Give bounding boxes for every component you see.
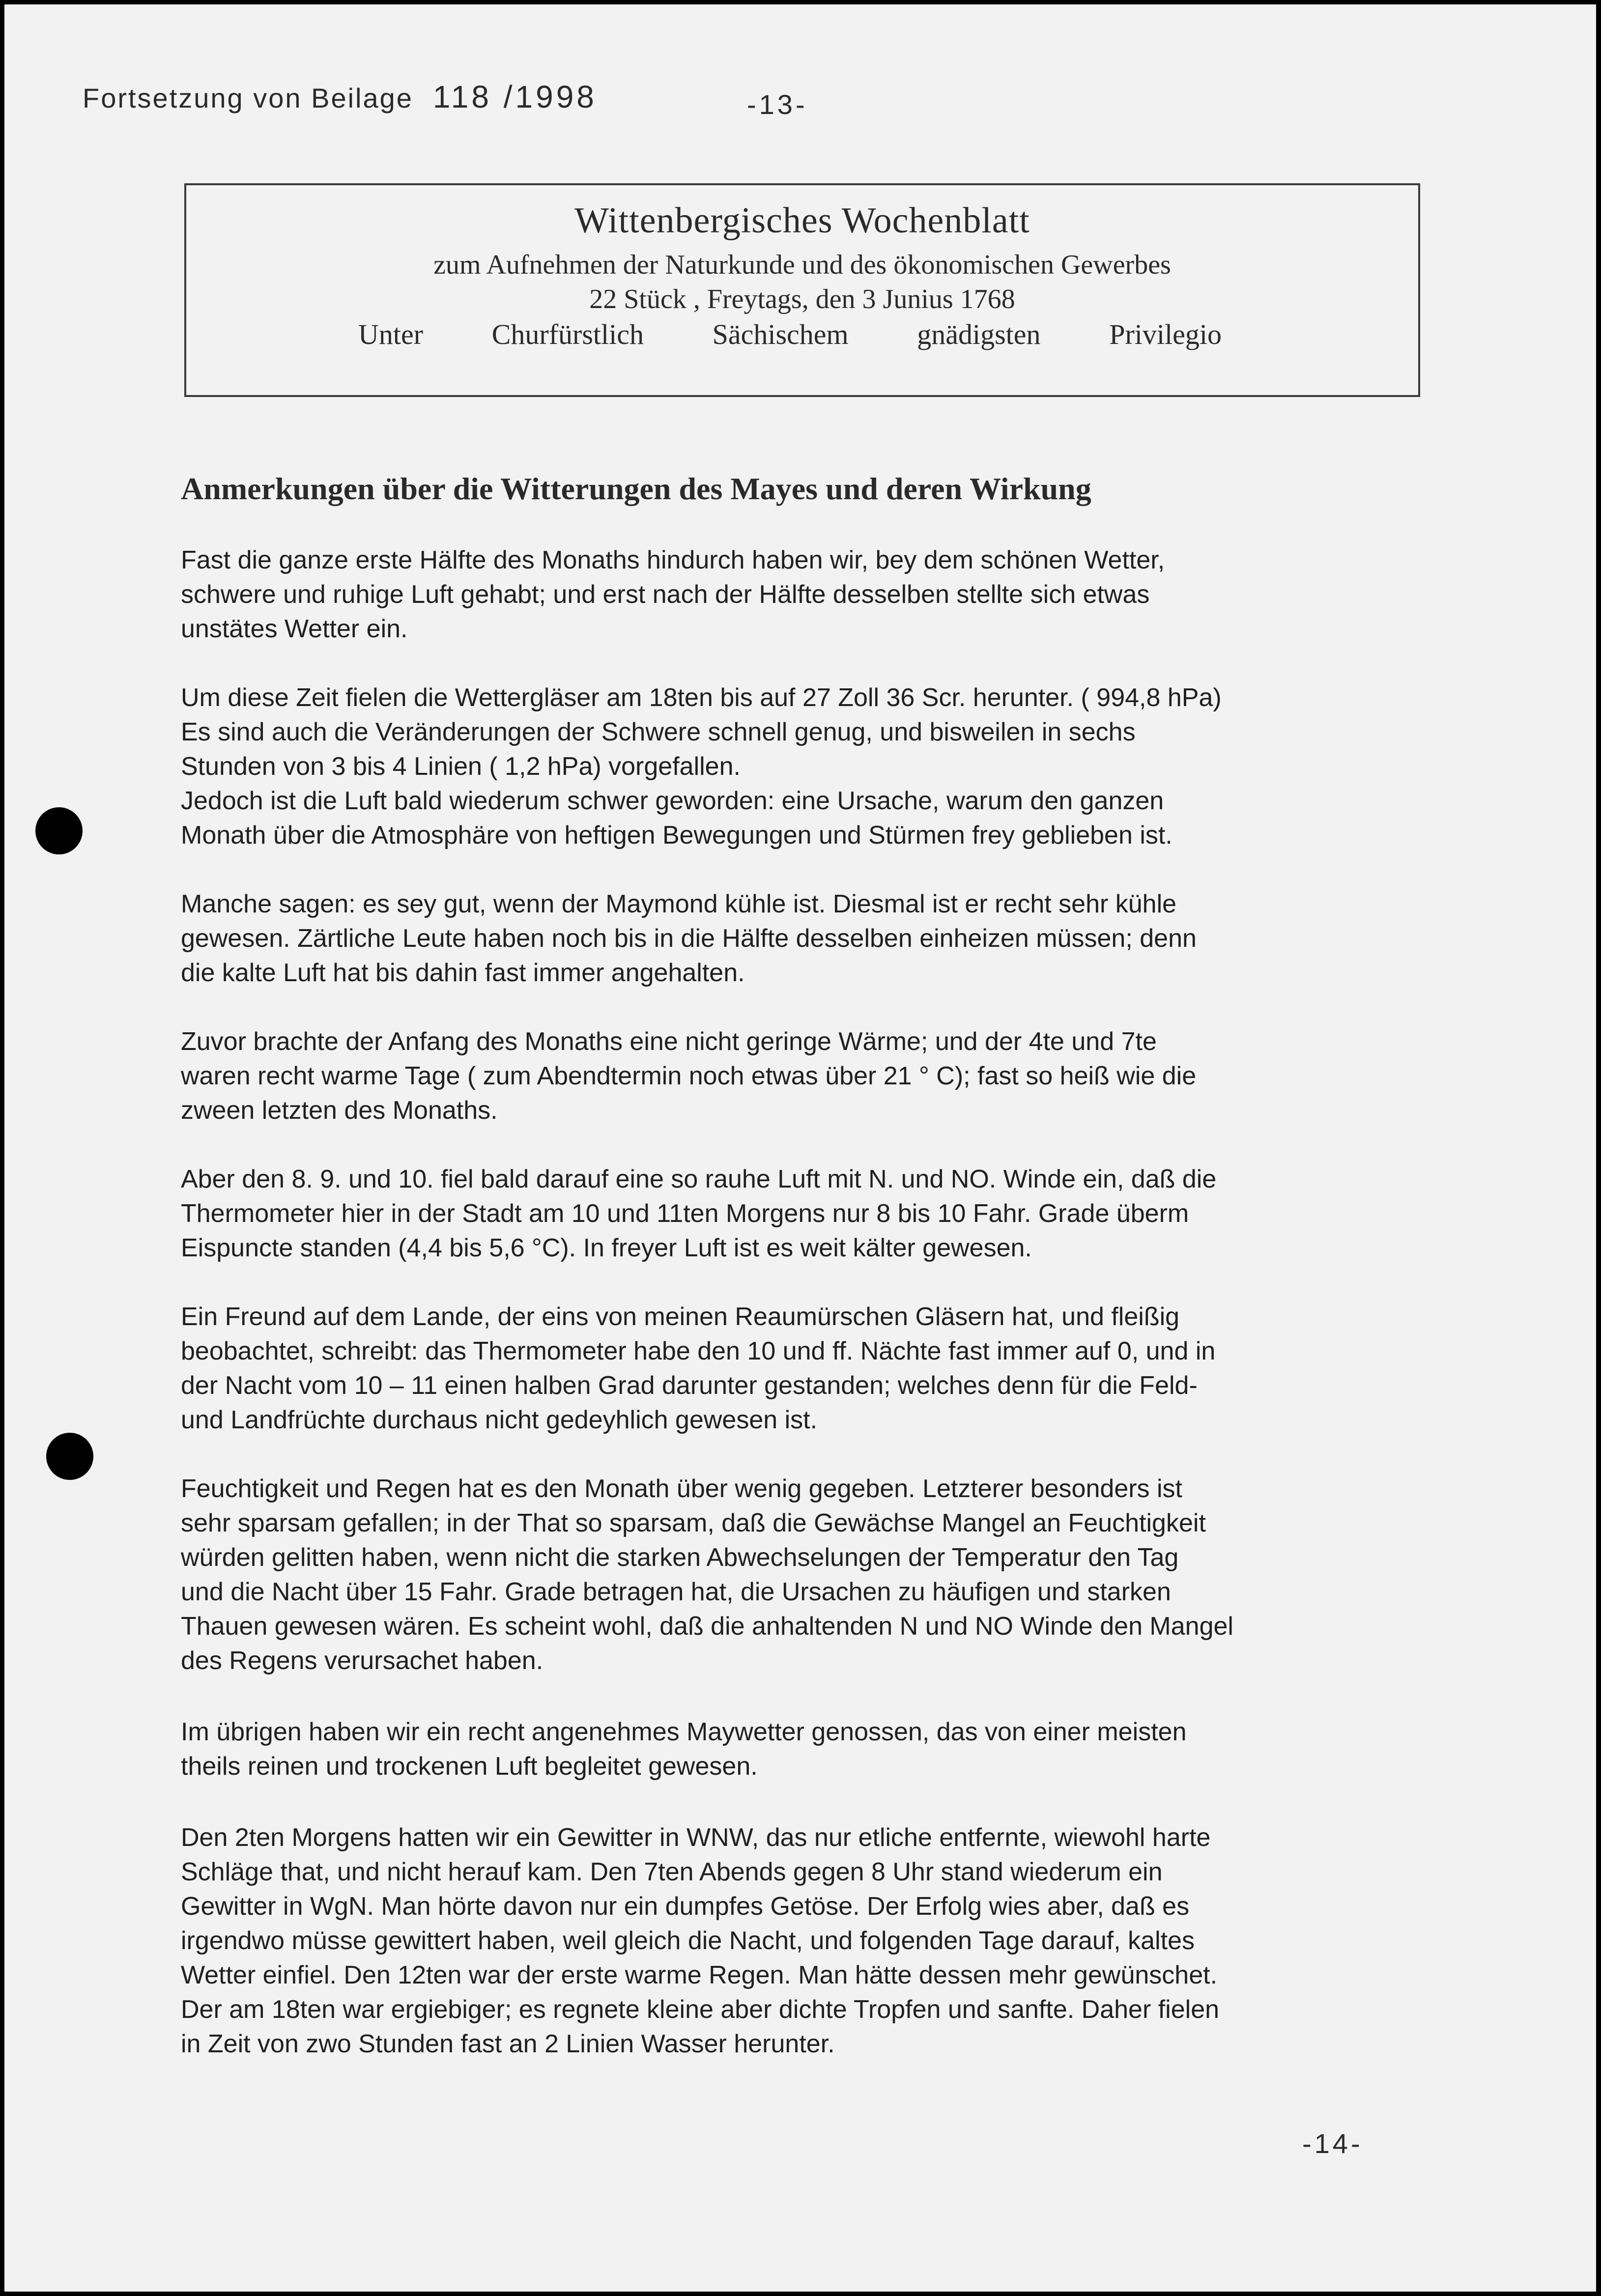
text-line: beobachtet, schreibt: das Thermometer habe den 10 und ff. Nächte fast immer auf 0, und in [181,1337,1216,1365]
masthead-issue: 22 Stück , Freytags, den 3 Junius 1768 [589,284,1015,314]
masthead-privilege [358,318,1222,351]
text-line: Es sind auch die Veränderungen der Schwere schnell genug, und bisweilen in sechs [181,718,1136,746]
text-line: schwere und ruhige Luft gehabt; und erst nach der Hälfte desselben stellte sich etwas [181,580,1150,609]
text-line: Monath über die Atmosphäre von heftigen Bewegungen und Stürmen frey geblieben ist. [181,821,1172,850]
text-line: Jedoch ist die Luft bald wiederum schwer geworden: eine Ursache, warum den ganzen [181,787,1164,815]
punch-hole-top [35,807,83,854]
text-line: in Zeit von zwo Stunden fast an 2 Linien Wasser herunter. [181,2030,835,2058]
page-number-bottom: -14- [1302,2128,1363,2159]
article-title: Anmerkungen über die Witterungen des Mayes und deren Wirkung [181,471,1091,506]
text-line: irgendwo müsse gewittert haben, weil gleich die Nacht, und folgenden Tage darauf, kaltes [181,1927,1195,1955]
text-line: Ein Freund auf dem Lande, der eins von meinen Reaumürschen Gläsern hat, und fleißig [181,1303,1180,1331]
text-line: Im übrigen haben wir ein recht angenehmes Maywetter genossen, das von einer meisten [181,1718,1187,1746]
text-line: Thermometer hier in der Stadt am 10 und 11ten Morgens nur 8 bis 10 Fahr. Grade überm [181,1199,1189,1228]
text-line: Eispuncte standen (4,4 bis 5,6 °C). In freyer Luft ist es weit kälter gewesen. [181,1234,1032,1262]
masthead-title: Wittenbergisches Wochenblatt [574,200,1030,241]
text-line: gewesen. Zärtliche Leute haben noch bis in die Hälfte desselben einheizen müssen; denn [181,924,1197,953]
scan-border-left [0,0,4,2296]
page-number-top: -13- [747,89,808,120]
text-line: waren recht warme Tage ( zum Abendtermin noch etwas über 21 ° C); fast so heiß wie die [181,1062,1197,1090]
text-line: Der am 18ten war ergiebiger; es regnete kleine aber dichte Tropfen und sanfte. Daher fielen [181,1995,1220,2024]
privilege-word: gnädigsten [917,318,1041,350]
text-line: Thauen gewesen wären. Es scheint wohl, daß die anhaltenden N und NO Winde den Mangel [181,1612,1233,1641]
scan-border-bottom [0,2292,1601,2296]
text-line: Schläge that, und nicht herauf kam. Den 7ten Abends gegen 8 Uhr stand wiederum ein [181,1858,1163,1886]
text-line: der Nacht vom 10 – 11 einen halben Grad darunter gestanden; welches denn für die Feld- [181,1371,1198,1400]
text-line: Manche sagen: es sey gut, wenn der Maymond kühle ist. Diesmal ist er recht sehr kühle [181,890,1177,918]
text-line: unstätes Wetter ein. [181,615,408,643]
text-line: und die Nacht über 15 Fahr. Grade betragen hat, die Ursachen zu häufigen und starken [181,1578,1171,1606]
privilege-word: Unter [358,318,424,350]
text-line: Feuchtigkeit und Regen hat es den Monath über wenig gegeben. Letzterer besonders ist [181,1474,1183,1503]
punch-hole-bottom [46,1433,93,1480]
newspaper-masthead [184,183,1420,397]
text-line: zween letzten des Monaths. [181,1096,498,1125]
masthead-subtitle: zum Aufnehmen der Naturkunde und des ökonomischen Gewerbes [433,250,1171,280]
scan-border-right [1596,0,1601,2296]
privilege-word: Sächischem [712,318,849,350]
text-line: würden gelitten haben, wenn nicht die starken Abwechselungen der Temperatur den Tag [181,1543,1179,1572]
attachment-number: 118 /1998 [432,79,597,114]
text-line: und Landfrüchte durchaus nicht gedeyhlich gewesen ist. [181,1406,818,1434]
privilege-word: Privilegio [1109,318,1222,350]
text-line: Fast die ganze erste Hälfte des Monaths hindurch haben wir, bey dem schönen Wetter, [181,546,1165,574]
text-line: Zuvor brachte der Anfang des Monaths eine nicht geringe Wärme; und der 4te und 7te [181,1027,1157,1056]
text-line: Den 2ten Morgens hatten wir ein Gewitter in WNW, das nur etliche entfernte, wiewohl harte [181,1823,1211,1852]
text-line: des Regens verursachet haben. [181,1646,543,1675]
text-line: Stunden von 3 bis 4 Linien ( 1,2 hPa) vorgefallen. [181,752,741,781]
text-line: Gewitter in WgN. Man hörte davon nur ein dumpfes Getöse. Der Erfolg wies aber, daß es [181,1892,1190,1921]
continuation-header [83,79,597,115]
text-line: Aber den 8. 9. und 10. fiel bald darauf eine so rauhe Luft mit N. und NO. Winde ein, daß die [181,1165,1217,1193]
continuation-label: Fortsetzung von Beilage [83,83,413,113]
text-line: sehr sparsam gefallen; in der That so sparsam, daß die Gewächse Mangel an Feuchtigkeit [181,1509,1206,1537]
text-line: Um diese Zeit fielen die Wettergläser am 18ten bis auf 27 Zoll 36 Scr. herunter. ( 994,8 hPa) [181,683,1222,712]
text-line: theils reinen und trockenen Luft begleitet gewesen. [181,1752,758,1781]
privilege-word: Churfürstlich [491,318,644,350]
scan-border-top [0,0,1601,4]
text-line: Wetter einfiel. Den 12ten war der erste warme Regen. Man hätte dessen mehr gewünschet. [181,1961,1218,1989]
text-line: die kalte Luft hat bis dahin fast immer angehalten. [181,959,745,987]
